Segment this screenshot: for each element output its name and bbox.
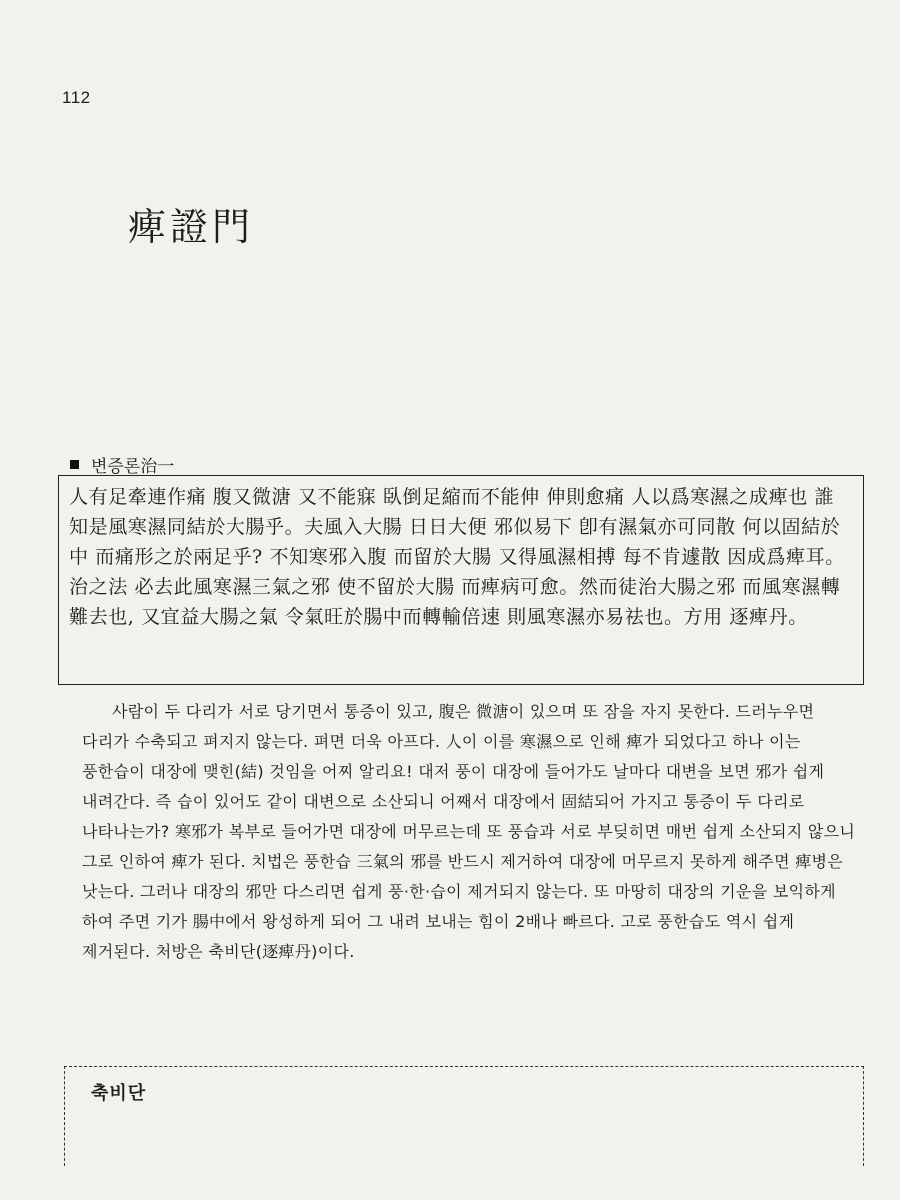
- classic-text: 人有足牽連作痛 腹又微溏 又不能寐 臥倒足縮而不能伸 伸則愈痛 人以爲寒濕之成痺也 誰知是風寒濕同結於大腸乎。夫風入大腸 日日大便 邪似易下 卽有濕氣亦可同散 何以固結於中 而痛形之於兩足乎? 不知寒邪入腹 而留於大腸 又得風濕相搏 每不肯遽散 因成爲痺耳。治之法 必去此風寒濕三氣之邪 使不留於大腸 而痺病可愈。然而徒治大腸之邪 而風寒濕轉難去也, 又宜益大腸之氣 令氣旺於腸中而轉輸倍速 則風寒濕亦易祛也。方用 逐痺丹。: [69, 486, 845, 628]
- subheading: [70, 452, 174, 477]
- square-bullet-icon: [70, 460, 79, 469]
- formula-box: [64, 1066, 864, 1166]
- formula-name: 축비단: [91, 1083, 147, 1104]
- translation-paragraph: 사람이 두 다리가 서로 당기면서 통증이 있고, 腹은 微溏이 있으며 또 잠을 자지 못한다. 드러누우면 다리가 수축되고 펴지지 않는다. 펴면 더욱 아프다. 人이 이를 寒濕으로 인해 痺가 되었다고 하나 이는 풍한습이 대장에 맺힌(結) 것임을 어찌 알리요! 대저 풍이 대장에 들어가도 날마다 대변을 보면 邪가 쉽게 내려간다. 즉 습이 있어도 같이 대변으로 소산되니 어째서 대장에서 固結되어 가지고 통증이 두 다리로 나타나는가? 寒邪가 복부로 들어가면 대장에 머무르는데 또 풍습과 서로 부딪히면 매번 쉽게 소산되지 않으니 그로 인하여 痺가 된다. 치법은 풍한습 三氣의 邪를 반드시 제거하여 대장에 머무르지 못하게 해주면 痺병은 낫는다. 그러나 대장의 邪만 다스리면 쉽게 풍·한·습이 제거되지 않는다. 또 마땅히 대장의 기운을 보익하게 하여 주면 기가 腸中에서 왕성하게 되어 그 내려 보내는 힘이 2배나 빠르다. 고로 풍한습도 역시 쉽게 제거된다. 처방은 축비단(逐痺丹)이다.: [82, 702, 856, 961]
- classic-text-box: [58, 475, 864, 685]
- section-title: 痺證門: [128, 205, 255, 249]
- page-number: 112: [62, 88, 91, 107]
- subheading-label: 변증론治一: [91, 457, 175, 477]
